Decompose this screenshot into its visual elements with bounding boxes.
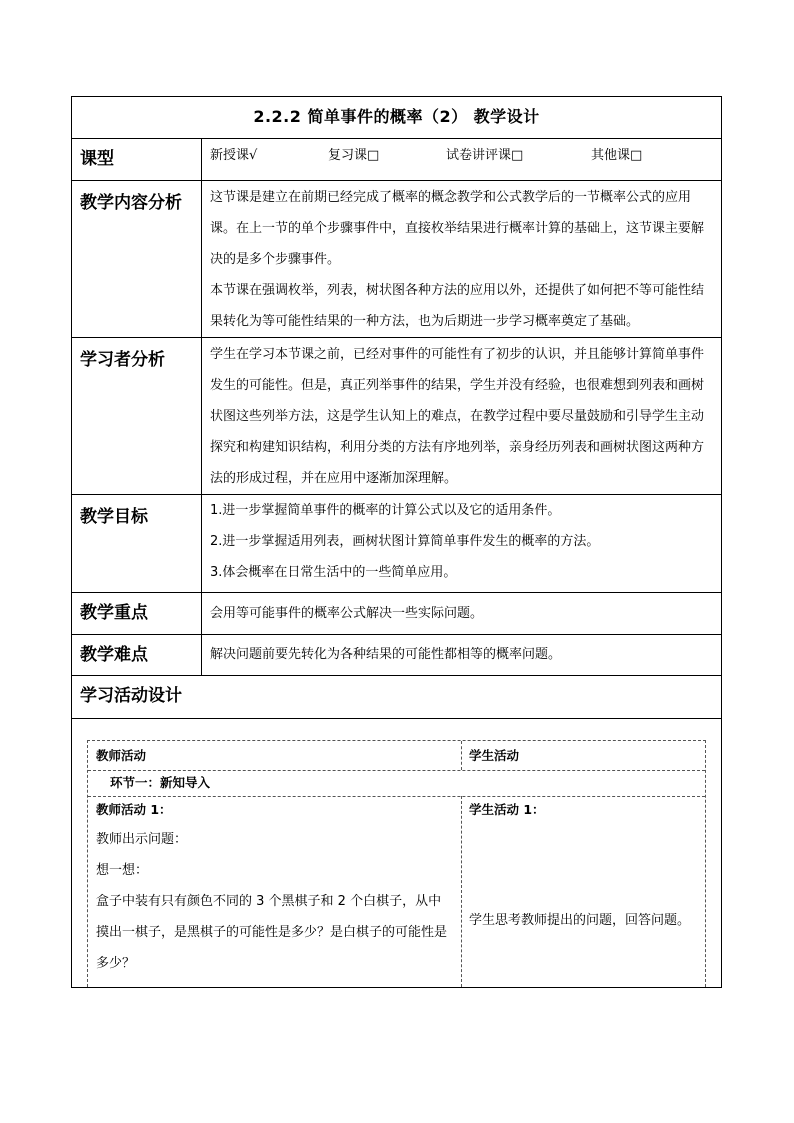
student-activity-title: 学生活动 1： <box>469 802 545 817</box>
course-type-row <box>72 139 721 181</box>
page-title: 2.2.2 简单事件的概率（2） 教学设计 <box>253 107 540 126</box>
teacher-line: 想一想： <box>96 863 149 878</box>
key-points-label: 教学重点 <box>72 593 202 634</box>
difficulties-label: 教学难点 <box>72 635 202 675</box>
difficulties-text: 解决问题前要先转化为各种结果的可能性都相等的概率问题。 <box>210 647 562 662</box>
option-test-review-lesson: 试卷讲评课□ <box>446 148 524 163</box>
learner-analysis-text: 学生在学习本节课之前，已经对事件的可能性有了初步的认识，并且能够计算简单事件发生的可能性。但是，真正列举事件的结果，学生并没有经验，也很难想到列表和画树状图这些列举方法，这是学生认知上的难点，在教学过程中要尽量鼓励和引导学生主动探究和构建知识结构，利用分类的方法有序地列举，亲身经历列表和画树状图这两种方法的形成过程，并在应用中逐渐加深理解。 <box>210 347 705 486</box>
teacher-activity-header: 教师活动 <box>96 748 147 763</box>
teacher-activity-cell <box>88 796 461 979</box>
goals-list <box>202 495 721 592</box>
student-activity-cell <box>461 796 705 928</box>
column-divider <box>461 796 462 987</box>
content-analysis-paragraph: 这节课是建立在前期已经完成了概率的概念教学和公式教学后的一节概率公式的应用课。在上一节的单个步骤事件中，直接枚举结果进行概率计算的基础上，这节课主要解决的是多个步骤事件。 <box>210 190 705 267</box>
section-title: 环节一：新知导入 <box>110 775 211 790</box>
option-other-lesson: 其他课□ <box>591 148 643 163</box>
goals-row <box>72 495 721 593</box>
course-type-label: 课型 <box>72 139 202 180</box>
goal-item: 2.进一步掌握适用列表，画树状图计算简单事件发生的概率的方法。 <box>210 534 600 549</box>
option-new-lesson: 新授课√ <box>210 148 258 163</box>
learner-analysis-row <box>72 338 721 495</box>
content-analysis-text <box>202 181 721 337</box>
difficulties-row <box>72 635 721 676</box>
teacher-activity-title: 教师活动 1： <box>96 802 172 817</box>
key-points-row <box>72 593 721 635</box>
goals-label: 教学目标 <box>72 495 202 592</box>
teacher-line: 教师出示问题： <box>96 832 188 847</box>
key-points-text: 会用等可能事件的概率公式解决一些实际问题。 <box>210 606 484 621</box>
content-analysis-row <box>72 181 721 338</box>
content-analysis-paragraph: 本节课在强调枚举，列表，树状图各种方法的应用以外，还提供了如何把不等可能性结果转化为等可能性结果的一种方法，也为后期进一步学习概率奠定了基础。 <box>210 283 705 329</box>
title-row <box>72 97 721 139</box>
content-analysis-label: 教学内容分析 <box>72 181 202 337</box>
goal-item: 1.进一步掌握简单事件的概率的计算公式以及它的适用条件。 <box>210 503 561 518</box>
lesson-plan-table <box>71 96 722 988</box>
student-activity-header: 学生活动 <box>469 748 520 763</box>
activity-design-row <box>72 676 721 719</box>
course-type-options <box>202 139 721 180</box>
activity-table <box>87 740 706 987</box>
learner-analysis-label: 学习者分析 <box>72 338 202 494</box>
teacher-line: 盒子中装有只有颜色不同的 3 个黑棋子和 2 个白棋子，从中摸出一棋子，是黑棋子的可能性是多少？是白棋子的可能性是多少？ <box>96 894 448 971</box>
activity-design-label: 学习活动设计 <box>80 686 182 706</box>
goal-item: 3.体会概率在日常生活中的一些简单应用。 <box>210 565 457 580</box>
option-review-lesson: 复习课□ <box>328 148 380 163</box>
column-divider <box>461 741 462 770</box>
student-activity-text: 学生思考教师提出的问题，回答问题。 <box>469 913 691 928</box>
